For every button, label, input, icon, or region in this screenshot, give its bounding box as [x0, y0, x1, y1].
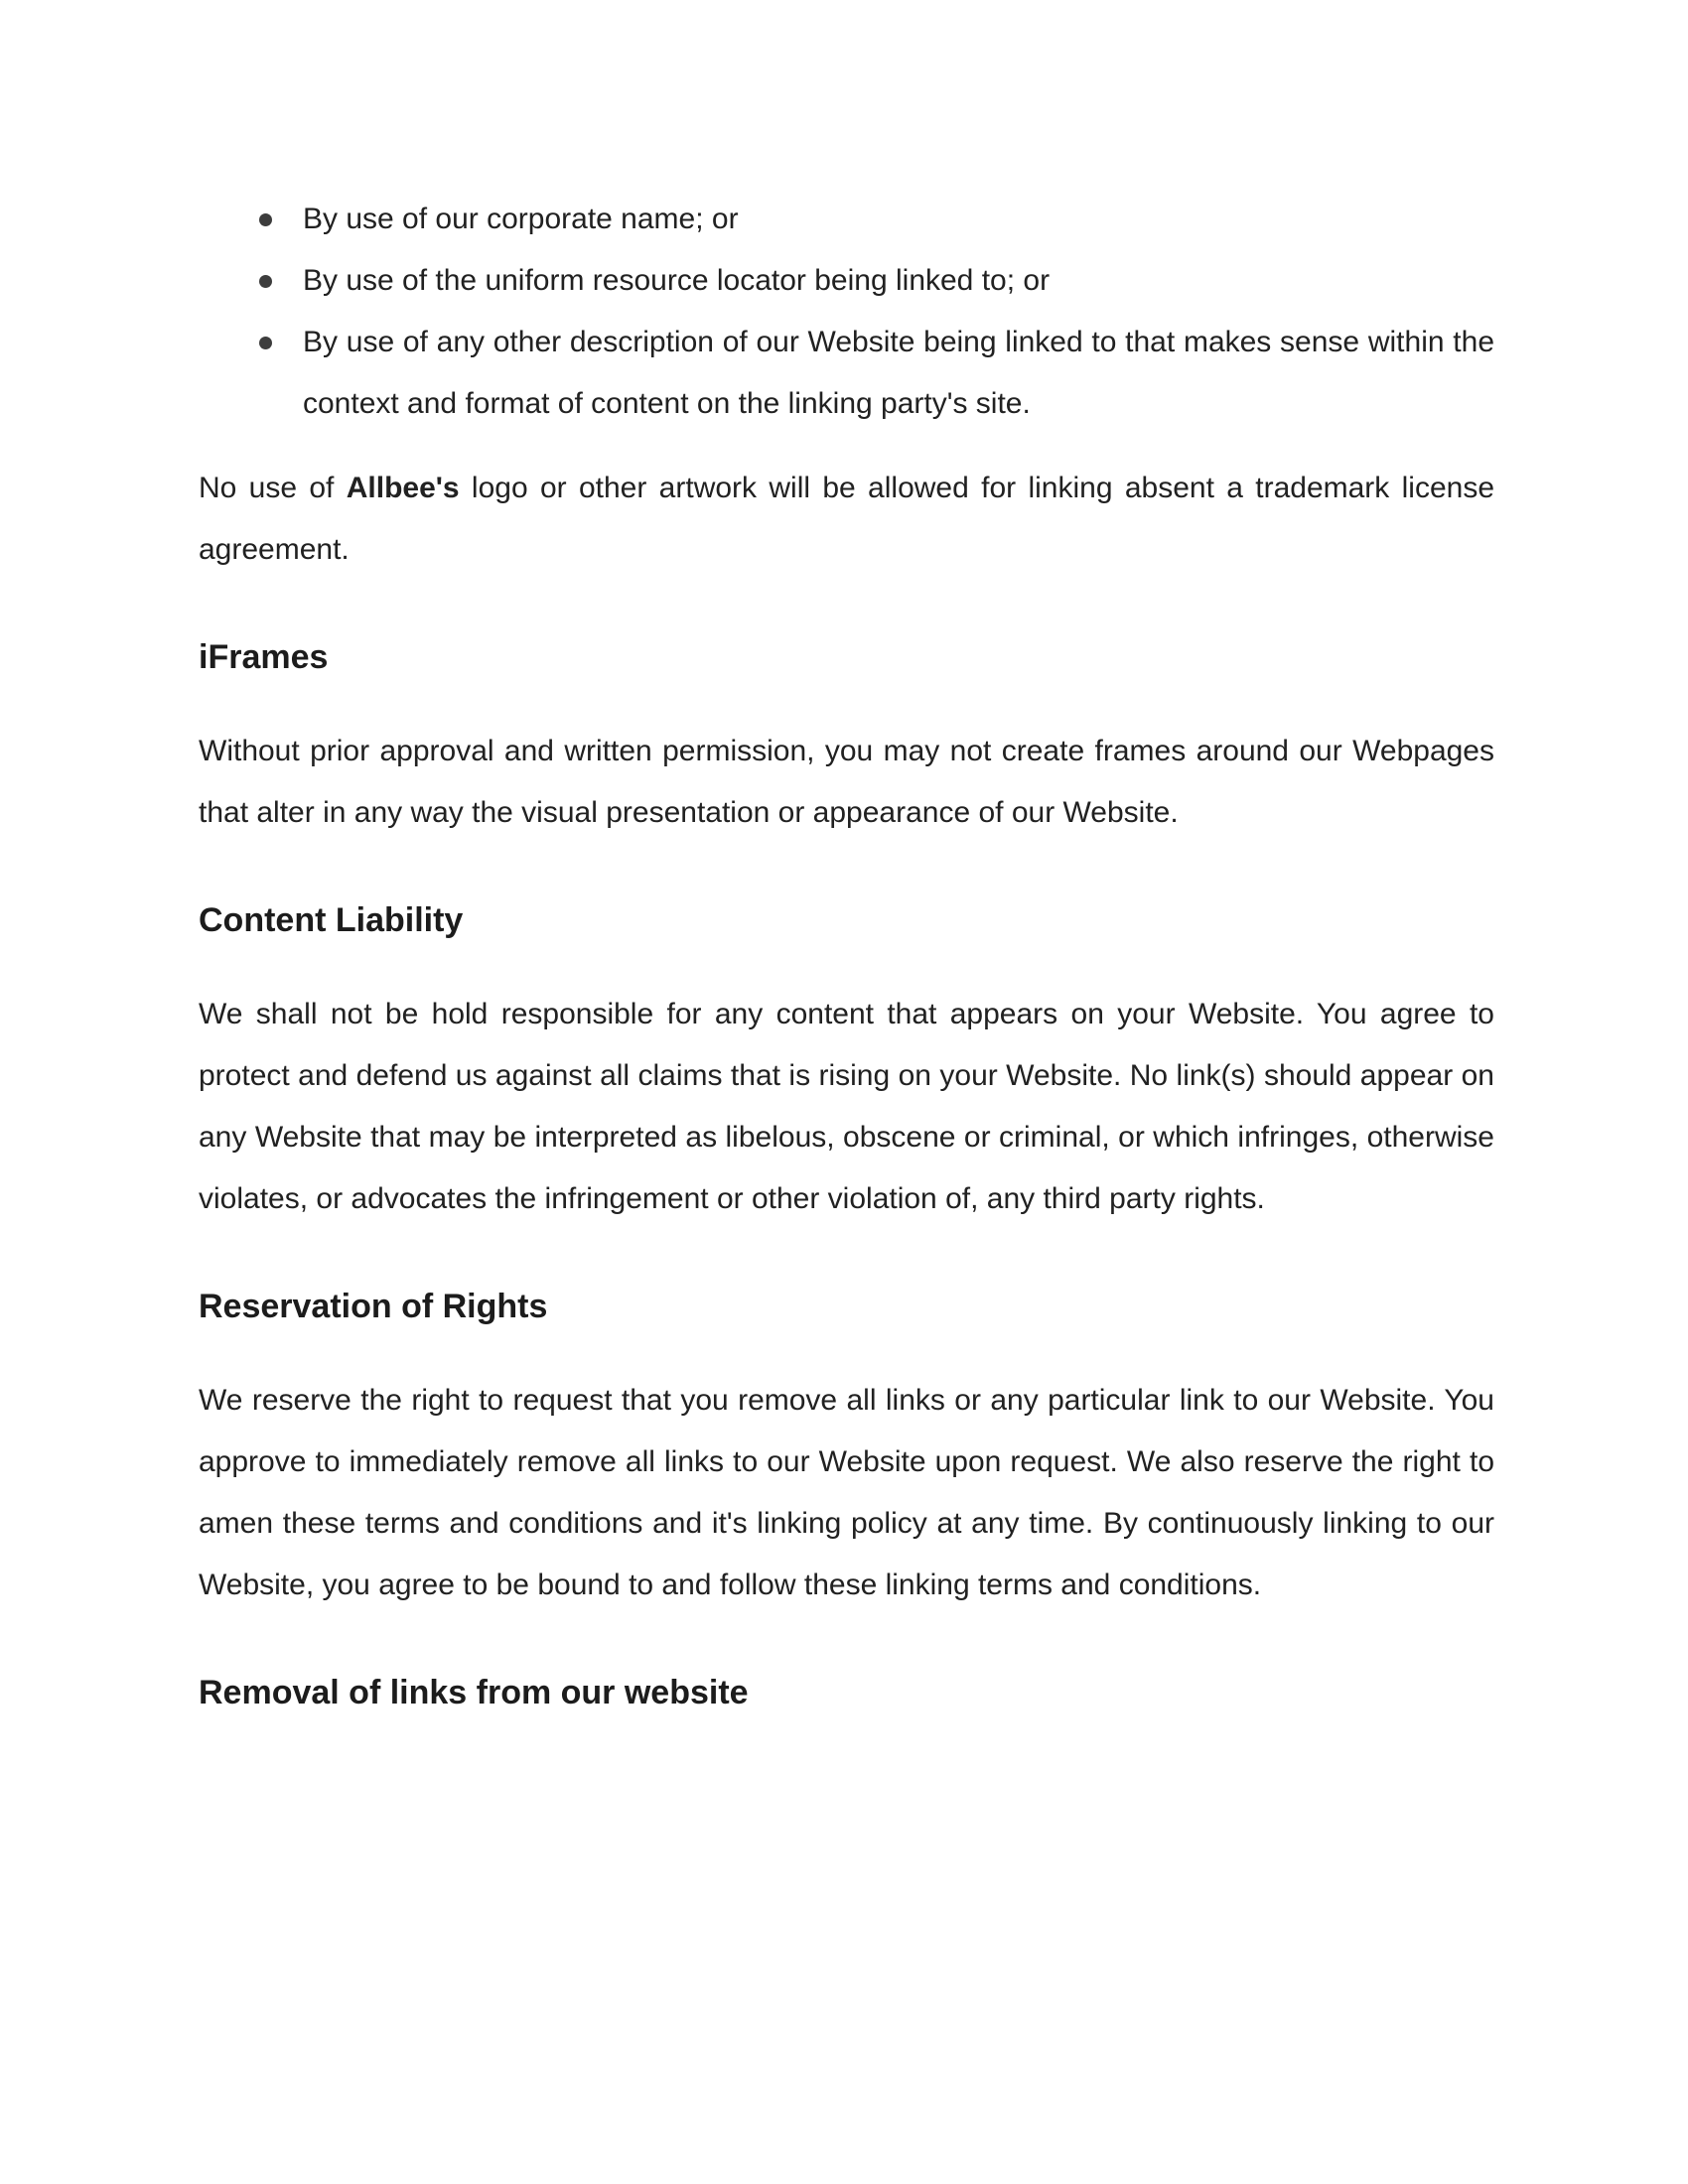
text-segment: No use of — [199, 472, 347, 504]
linking-methods-list — [199, 189, 1494, 435]
list-item: By use of any other description of our Website being linked to that makes sense within the context and format of content on the linking party's site. — [303, 312, 1494, 435]
heading-reservation-of-rights: Reservation of Rights — [199, 1288, 548, 1325]
document-body — [199, 189, 1494, 1723]
heading-content-liability: Content Liability — [199, 901, 464, 939]
paragraph-iframes: Without prior approval and written permission, you may not create frames around our Webpages that alter in any way the visual presentation or appearance of our Website. — [199, 735, 1494, 829]
heading-removal-of-links: Removal of links from our website — [199, 1674, 749, 1711]
paragraph-reservation-of-rights: We reserve the right to request that you remove all links or any particular link to our Website. You approve to immediately remove all links to our Website upon request. We also reserve the right to amen these terms and conditions and it's linking policy at any time. By continuously linking to our Website, you agree to be bound to and follow these linking terms and conditions. — [199, 1384, 1494, 1601]
paragraph-content-liability: We shall not be hold responsible for any content that appears on your Website. You agree to protect and defend us against all claims that is rising on your Website. No link(s) should appear on any Website that may be interpreted as libelous, obscene or criminal, or which infringes, otherwise violates, or advocates the infringement or other violation of, any third party rights. — [199, 998, 1494, 1215]
list-item: By use of our corporate name; or — [303, 189, 1494, 250]
heading-iframes: iFrames — [199, 638, 329, 676]
text-segment: logo or other artwork will be allowed for linking absent a trademark license agreement. — [199, 472, 1495, 566]
list-item: By use of the uniform resource locator being linked to; or — [303, 250, 1494, 312]
company-name-bold: Allbee's — [346, 472, 460, 504]
paragraph-logo-use — [199, 458, 1494, 581]
